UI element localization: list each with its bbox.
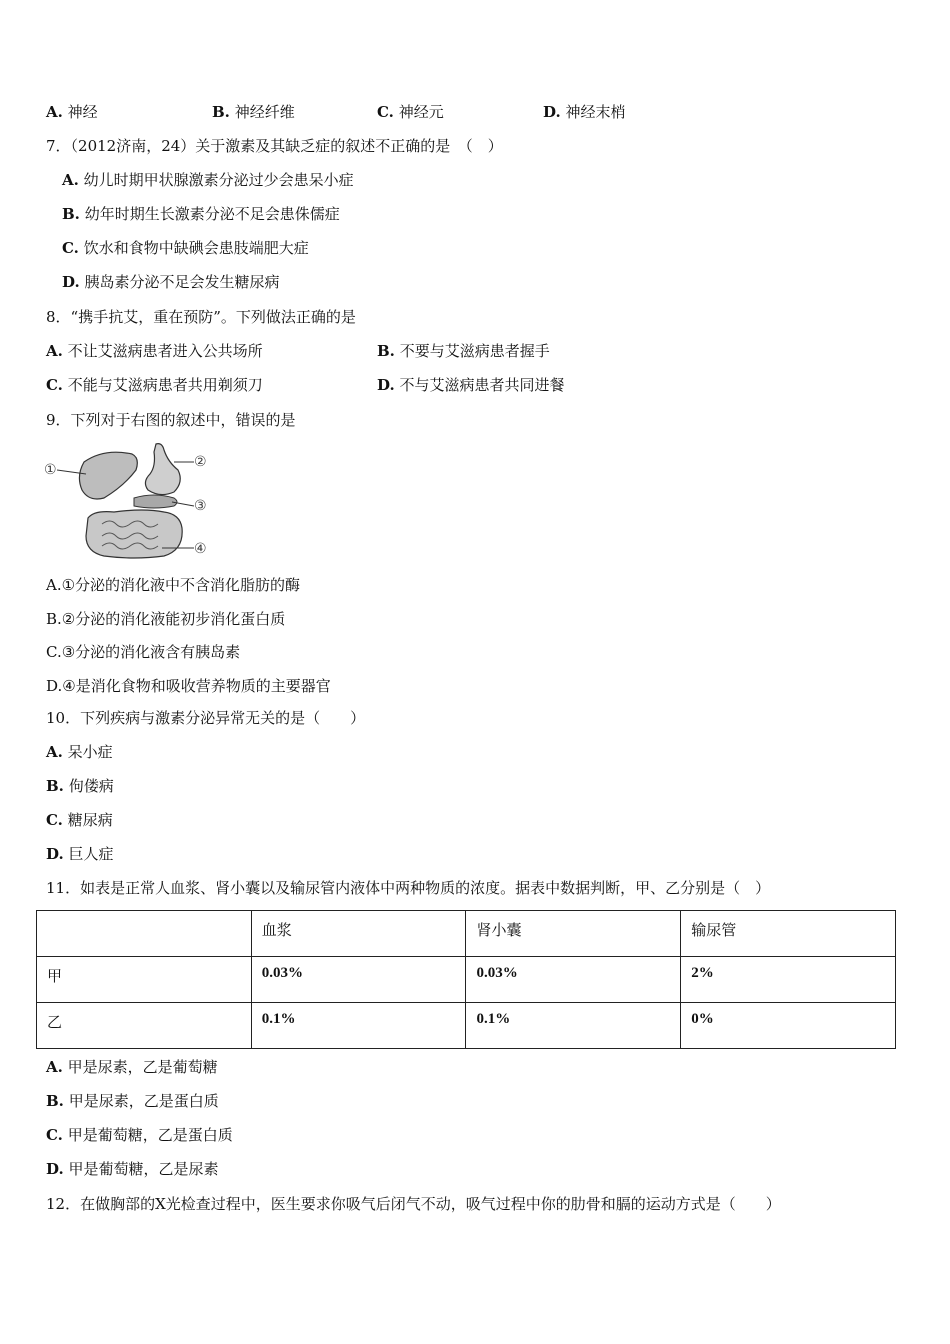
option-label: D.: [377, 376, 395, 394]
table-header-row: [37, 911, 896, 957]
q11-stem: 11．如表是正常人血浆、肾小囊以及输尿管内液体中两种物质的浓度。据表中数据判断，甲、乙分别是（ ）: [46, 879, 771, 897]
table-cell: 0.03%: [466, 957, 681, 1003]
option-label: D.: [62, 273, 80, 291]
q7-stem: 7．（2012济南，24）关于激素及其缺乏症的叙述不正确的是 （ ）: [46, 137, 503, 155]
q9-option-b[interactable]: [46, 609, 285, 629]
option-label: B.: [46, 1092, 64, 1110]
option-text: 胰岛素分泌不足会发生糖尿病: [84, 273, 280, 291]
option-text: 不能与艾滋病患者共用剃须刀: [67, 376, 263, 394]
q6-option-c[interactable]: [377, 102, 444, 122]
option-label: C.: [62, 239, 79, 257]
q8-option-a[interactable]: [46, 341, 263, 361]
table-cell: 0.1%: [251, 1003, 466, 1049]
table-header-cell: [37, 911, 252, 957]
table-cell: 0%: [681, 1003, 896, 1049]
option-text: ③分泌的消化液含有胰岛素: [61, 643, 241, 661]
q10-option-c[interactable]: [46, 810, 113, 830]
option-label: C.: [46, 1126, 63, 1144]
option-text: 佝偻病: [68, 777, 114, 795]
q6-option-d[interactable]: [543, 102, 626, 122]
concentration-table: [36, 910, 896, 1049]
option-text: 不让艾滋病患者进入公共场所: [67, 342, 263, 360]
digestive-system-figure: [44, 440, 214, 565]
table-cell: 0.1%: [466, 1003, 681, 1049]
q9-option-c[interactable]: [46, 642, 240, 662]
option-label: A.: [46, 743, 63, 761]
table-header-cell: 血浆: [251, 911, 466, 957]
option-text: 甲是葡萄糖，乙是蛋白质: [67, 1126, 233, 1144]
q8-option-c[interactable]: [46, 375, 263, 395]
table-cell: 甲: [37, 957, 252, 1003]
option-label: B.: [46, 777, 64, 795]
table-row: [37, 1003, 896, 1049]
table-header-cell: 输尿管: [681, 911, 896, 957]
option-text: 神经元: [398, 103, 444, 121]
q7-option-a[interactable]: [62, 170, 354, 190]
q6-option-b[interactable]: [212, 102, 295, 122]
option-text: 神经: [67, 103, 98, 121]
option-label: D.: [46, 845, 64, 863]
q9-stem: 9．下列对于右图的叙述中，错误的是: [46, 411, 296, 429]
q7-option-c[interactable]: [62, 238, 309, 258]
option-label: D.: [543, 103, 561, 121]
option-label: C.: [46, 811, 63, 829]
table-header-cell: 肾小囊: [466, 911, 681, 957]
option-label: A.: [46, 576, 62, 594]
q8-stem: 8．“携手抗艾，重在预防”。下列做法正确的是: [46, 308, 356, 326]
option-text: 呆小症: [67, 743, 113, 761]
option-text: 不要与艾滋病患者握手: [399, 342, 550, 360]
figure-label-3: ③: [194, 498, 207, 514]
option-text: 幼儿时期甲状腺激素分泌过少会患呆小症: [83, 171, 354, 189]
option-label: B.: [377, 342, 395, 360]
option-label: D.: [46, 677, 63, 695]
q8-option-b[interactable]: [377, 341, 550, 361]
option-label: C.: [46, 376, 63, 394]
figure-label-4: ④: [194, 541, 207, 557]
q8-option-d[interactable]: [377, 375, 565, 395]
q11-option-a[interactable]: [46, 1057, 218, 1077]
q10-option-b[interactable]: [46, 776, 114, 796]
q10-option-d[interactable]: [46, 844, 114, 864]
option-text: ②分泌的消化液能初步消化蛋白质: [61, 610, 286, 628]
q9-option-d[interactable]: [46, 676, 331, 696]
option-label: C.: [377, 103, 394, 121]
option-text: 不与艾滋病患者共同进餐: [399, 376, 565, 394]
option-text: 幼年时期生长激素分泌不足会患侏儒症: [84, 205, 340, 223]
option-text: 神经末梢: [565, 103, 626, 121]
option-text: 巨人症: [68, 845, 114, 863]
table-cell: 乙: [37, 1003, 252, 1049]
option-text: 神经纤维: [234, 103, 295, 121]
table-row: [37, 957, 896, 1003]
option-label: B.: [46, 610, 62, 628]
q12-stem: 12．在做胸部的X光检查过程中，医生要求你吸气后闭气不动，吸气过程中你的肋骨和膈的运动方式是（ ）: [46, 1195, 781, 1213]
option-text: ④是消化食物和吸收营养物质的主要器官: [62, 677, 331, 695]
option-label: B.: [62, 205, 80, 223]
option-text: 甲是葡萄糖，乙是尿素: [68, 1160, 219, 1178]
option-text: 糖尿病: [67, 811, 113, 829]
option-label: D.: [46, 1160, 64, 1178]
q10-option-a[interactable]: [46, 742, 113, 762]
liver-shape: [79, 452, 137, 499]
option-label: C.: [46, 643, 62, 661]
q9-option-a[interactable]: [46, 575, 300, 595]
q6-option-a[interactable]: [46, 102, 98, 122]
option-label: A.: [46, 342, 63, 360]
q11-option-d[interactable]: [46, 1159, 219, 1179]
option-label: A.: [46, 1058, 63, 1076]
q7-option-b[interactable]: [62, 204, 340, 224]
option-text: 饮水和食物中缺碘会患肢端肥大症: [83, 239, 309, 257]
option-label: A.: [62, 171, 79, 189]
pancreas-shape: [134, 495, 177, 508]
option-text: ①分泌的消化液中不含消化脂肪的酶: [61, 576, 301, 594]
table-cell: 0.03%: [251, 957, 466, 1003]
table-cell: 2%: [681, 957, 896, 1003]
option-text: 甲是尿素，乙是蛋白质: [68, 1092, 219, 1110]
option-label: B.: [212, 103, 230, 121]
option-label: A.: [46, 103, 63, 121]
figure-label-2: ②: [194, 454, 207, 470]
q11-option-c[interactable]: [46, 1125, 233, 1145]
figure-label-1: ①: [44, 462, 57, 478]
stomach-shape: [145, 444, 180, 495]
q11-option-b[interactable]: [46, 1091, 219, 1111]
option-text: 甲是尿素，乙是葡萄糖: [67, 1058, 218, 1076]
q7-option-d[interactable]: [62, 272, 280, 292]
q10-stem: 10．下列疾病与激素分泌异常无关的是（ ）: [46, 709, 366, 727]
